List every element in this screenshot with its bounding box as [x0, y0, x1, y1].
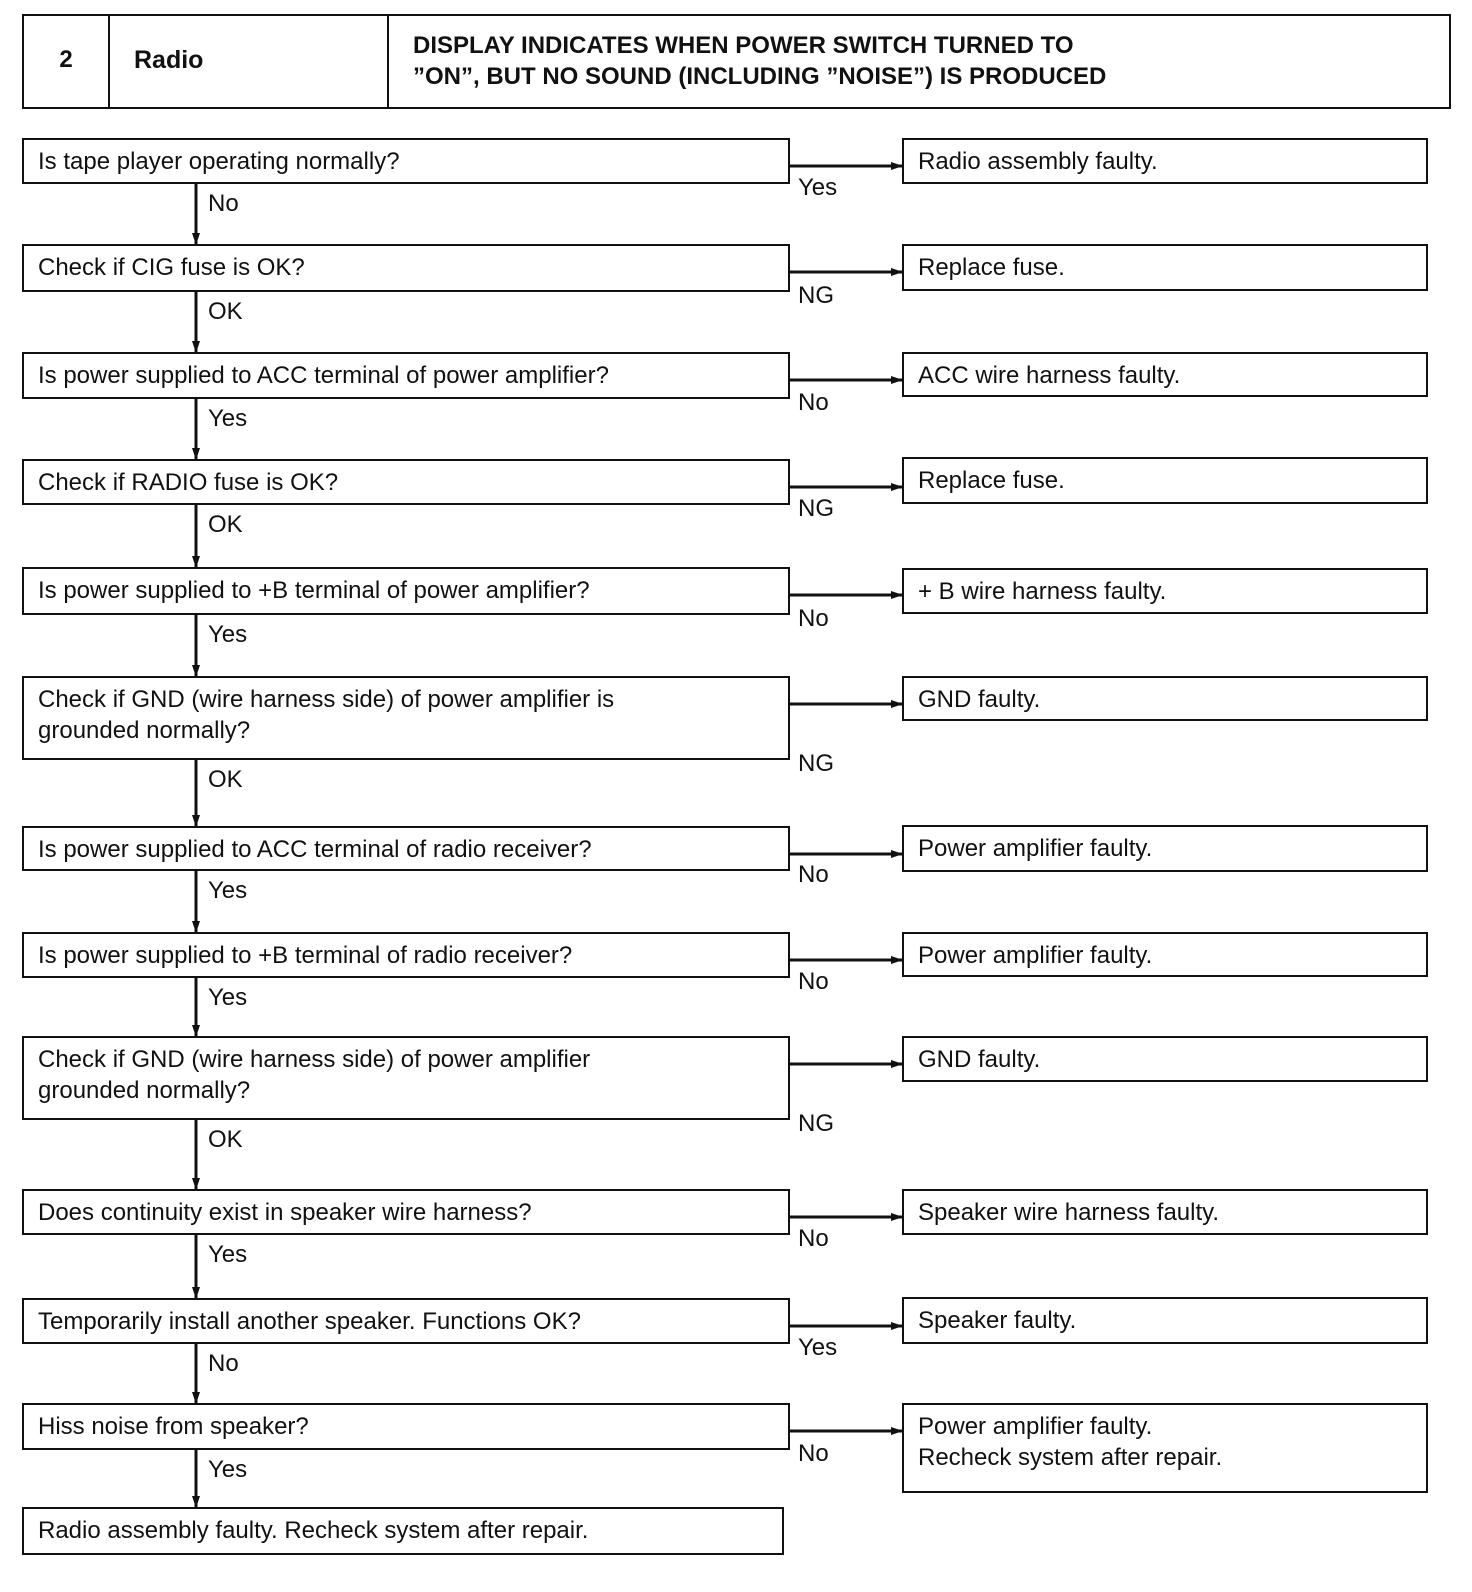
question-box: Hiss noise from speaker? [22, 1403, 790, 1450]
question-box: Is power supplied to ACC terminal of radio receiver? [22, 826, 790, 871]
branch-label: No [798, 389, 829, 416]
question-box: Is tape player operating normally? [22, 138, 790, 184]
continue-label: Yes [208, 1241, 248, 1268]
continue-label: Yes [208, 1456, 248, 1483]
branch-label: Yes [798, 1334, 838, 1361]
result-box: + B wire harness faulty. [902, 568, 1428, 614]
branch-label: Yes [798, 174, 838, 201]
continue-label: Yes [208, 621, 248, 648]
result-box: Power amplifier faulty. Recheck system after repair. [902, 1403, 1428, 1493]
result-box: GND faulty. [902, 676, 1428, 721]
result-box: ACC wire harness faulty. [902, 352, 1428, 397]
question-box: Temporarily install another speaker. Functions OK? [22, 1298, 790, 1344]
question-box: Is power supplied to +B terminal of power amplifier? [22, 567, 790, 615]
question-box: Check if GND (wire harness side) of power amplifier grounded normally? [22, 1036, 790, 1120]
branch-label: No [798, 1225, 829, 1252]
branch-label: NG [798, 1110, 834, 1137]
continue-label: Yes [208, 405, 248, 432]
branch-label: No [798, 968, 829, 995]
result-box: Power amplifier faulty. [902, 932, 1428, 977]
branch-label: NG [798, 750, 834, 777]
continue-label: OK [208, 298, 243, 325]
continue-label: Yes [208, 877, 248, 904]
result-box: Speaker wire harness faulty. [902, 1189, 1428, 1235]
header-number: 2 [24, 16, 110, 107]
continue-label: OK [208, 766, 243, 793]
result-box: Replace fuse. [902, 244, 1428, 291]
question-box: Check if RADIO fuse is OK? [22, 459, 790, 505]
branch-label: NG [798, 495, 834, 522]
branch-label: No [798, 861, 829, 888]
result-box: GND faulty. [902, 1036, 1428, 1082]
branch-label: No [798, 1440, 829, 1467]
question-box: Is power supplied to ACC terminal of power amplifier? [22, 352, 790, 399]
header-system: Radio [110, 16, 389, 107]
question-box: Is power supplied to +B terminal of radio receiver? [22, 932, 790, 978]
final-result-box: Radio assembly faulty. Recheck system after repair. [22, 1507, 784, 1555]
continue-label: Yes [208, 984, 248, 1011]
question-box: Does continuity exist in speaker wire harness? [22, 1189, 790, 1235]
continue-label: No [208, 190, 239, 217]
result-box: Power amplifier faulty. [902, 825, 1428, 872]
result-box: Replace fuse. [902, 457, 1428, 504]
question-box: Check if GND (wire harness side) of power amplifier is grounded normally? [22, 676, 790, 760]
branch-label: No [798, 605, 829, 632]
branch-label: NG [798, 282, 834, 309]
continue-label: No [208, 1350, 239, 1377]
result-box: Radio assembly faulty. [902, 138, 1428, 184]
header-title: DISPLAY INDICATES WHEN POWER SWITCH TURNED TO ”ON”, BUT NO SOUND (INCLUDING ”NOISE”) IS PRODUCED [413, 32, 1107, 90]
continue-label: OK [208, 1126, 243, 1153]
question-box: Check if CIG fuse is OK? [22, 244, 790, 292]
continue-label: OK [208, 511, 243, 538]
result-box: Speaker faulty. [902, 1297, 1428, 1344]
